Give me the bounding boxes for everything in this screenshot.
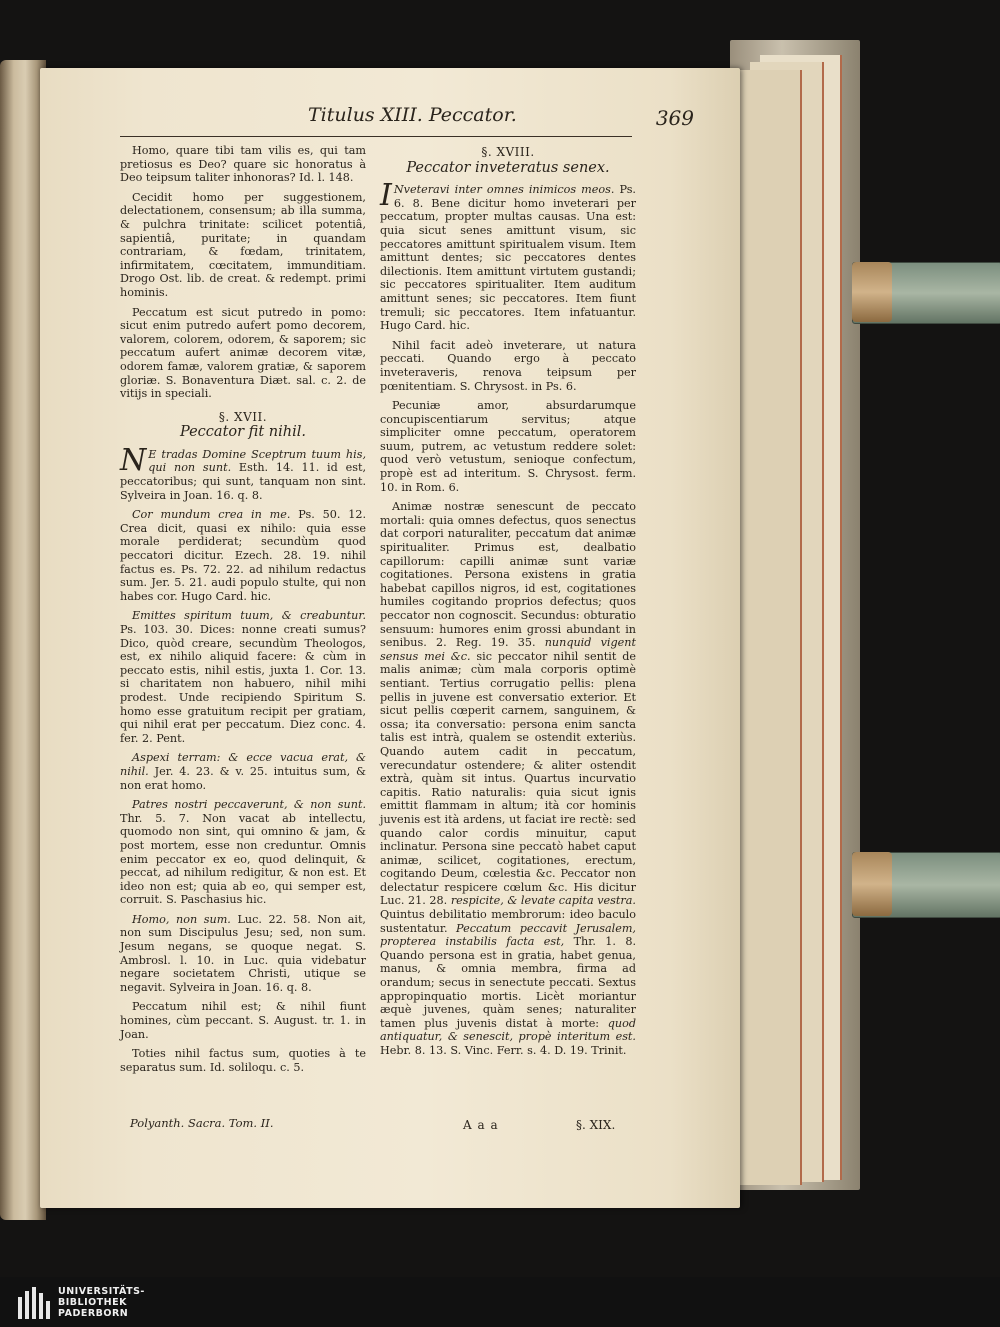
paragraph: Homo, quare tibi tam vilis es, qui tam pretiosus es Deo? quare sic honoratus à Deo teipsum taliter inhonoras? Id. l. 148. [120,144,366,185]
paragraph [120,913,366,995]
book-page [40,68,740,1208]
quotation: Patres nostri peccaverunt, & non sunt. [132,798,366,812]
quotation: respicite, & levate capita vestra. [450,894,636,908]
library-name-line: PADERBORN [58,1308,129,1319]
quotation: Peccatum peccavit Jerusalem, propterea instabilis facta est, [380,921,636,949]
commentary: Jer. 4. 23. & v. 25. intuitus sum, & non erat homo. [120,764,366,792]
paragraph [120,508,366,603]
drop-cap: I [380,178,392,214]
footer-title: Polyanth. Sacra. Tom. II. [130,1116,274,1130]
drop-cap: N [120,442,147,478]
commentary: Ps. 50. 12. Crea dicit, quasi ex nihilo: quia esse morale perdiderat; secundùm quod peccatori dicitur. Ezech. 28. 19. nihil factus es. Ps. 72. 22. ad nihilum redactus sum. Jer. 5. 21. audi populo stulte, qui non habes cor. Hugo Card. hic. [120,508,367,603]
paragraph [380,178,636,333]
section-title: Peccator inveteratus senex. [406,159,610,176]
paragraph [380,500,636,1057]
section-title: Peccator fit nihil. [180,424,306,441]
paragraph: Toties nihil factus sum, quoties à te separatus sum. Id. soliloqu. c. 5. [120,1047,366,1074]
commentary: Ps. 103. 30. Dices: nonne creati sumus? Dico, quòd creare, secundùm Theologos, est, ex nihilo aliquid facere: & cùm in peccato estis, nihil estis, juxta 1. Cor. 13. si charitatem non habuero, nihil mihi prodest. Unde recipiendo Spiritum S. homo esse gratuitum recipit per gratiam, qui nihil erat per peccatum. Diez conc. 4. fer. 2. Pent. [120,623,366,745]
quotation: quod antiquatur, & senescit, propè interitum est. [380,1016,636,1044]
quotation: Cor mundum crea in me. [132,508,291,522]
text-run: Thr. 1. 8. Quando persona est in gratia, habet genua, manus, & omnia membra, firma ad orandum; secus in senectute peccati. Sextus appropinquatio mortis. Licèt moriantur æquè juvenes, quàm senes; naturaliter tamen plus juvenis distat à morte: [380,935,636,1030]
clasp-lower-base [852,852,892,916]
quotation: Aspexi terram: & ecce vacua erat, & nihil. [120,751,366,778]
library-name-line: BIBLIOTHEK [58,1297,127,1308]
page-edge [740,70,802,1185]
paragraph: Nihil facit adeò inveterare, ut natura peccati. Quando ergo à peccato inveteraveris, renova teipsum per pœnitentiam. S. Chrysost. in Ps. 6. [380,338,636,393]
left-column [120,144,366,1080]
paragraph: Peccatum est sicut putredo in pomo: sicut enim putredo aufert pomo decorem, valorem, colorem, odorem, & saporem; sic peccatum aufert animæ decorem vitæ, odorem famæ, valorem gratiæ, & saporem gloriæ. S. Bonaventura Diæt. sal. c. 2. de vitijs in speciali. [120,305,366,401]
clasp-upper-base [852,262,892,322]
right-column [380,144,636,1064]
library-logo-icon [18,1287,52,1319]
running-title: Titulus XIII. Peccator. [308,104,517,126]
library-name-line: UNIVERSITÄTS- [58,1286,145,1297]
section-number: §. XVIII. [481,145,535,159]
text-run: sic peccator nihil sentit de malis animæ; cùm mala corporis optimè sentiant. Tertius corrugatio pellis: plena pellis in juvene est conversatio exterior. Et sicut pellis cœperit carnem, sanguinem, & ossa; ita conversatio: persona enim sancta talis est intrà, qualem se ostendit exteriùs. Quando autem cadit in peccatum, verecundatur ostendere; & aliter ostendit extrà, quàm sit intus. Quartus incurvatio capitis. Ratio naturalis: quia sicut ignis emittit flammam in altum; ità cor hominis juvenis est ità ardens, ut faciat ire rectè: sed quando calor cordis minuitur, caput inclinatur. Persona sine peccatò habet caput animæ, scilicet, cogitationes, erectum, cogitando Deum, cœlestia &c. Peccator non delectatur respicere cœlum &c. His dicitur Luc. 21. 28. [380,649,636,908]
paragraph [120,442,366,502]
library-banner [0,1277,1000,1327]
section-number: §. XVII. [218,409,268,424]
quotation: E tradas Domine Sceptrum tuum his, qui non sunt. [148,447,366,475]
catchword: §. XIX. [576,1118,616,1132]
paragraph: Cecidit homo per suggestionem, delectationem, consensum; ab illa summa, & pulchra trinitate: scilicet potentiâ, sapientiâ, puritate; in quandam contrariam, & fœdam, trinitatem, infirmitatem, cœcitatem, immunditiam. Drogo Ost. lib. de creat. & redempt. primi hominis. [120,190,366,299]
quotation: Homo, non sum. [132,912,231,926]
quotation: Emittes spiritum tuum, & creabuntur. [132,609,366,623]
paragraph: Pecuniæ amor, absurdarumque concupiscentiarum servitus; atque simpliciter omne peccatum, operatorem suum, putrem, ac vetustum reddere solet: quod verò vetustum, senioque confectum, propè est ad interitum. S. Chrysost. ferm. 10. in Rom. 6. [380,399,636,494]
paragraph: Peccatum nihil est; & nihil fiunt homines, cùm peccant. S. August. tr. 1. in Joan. [120,1000,366,1041]
header-rule [120,136,632,137]
text-run: Hebr. 8. 13. S. Vinc. Ferr. s. 4. D. 19. Trinit. [380,1044,627,1057]
paragraph [120,798,366,907]
paragraph [120,751,366,792]
quotation: Nveteravi inter omnes inimicos meos. [393,183,615,197]
commentary: Luc. 22. 58. Non ait, non sum Discipulus Jesu; sed, non sum. Jesum negans, se quoque negat. S. Ambrosl. l. 10. in Luc. quia videbatur negare societatem Christi, utique se negavit. Sylveira in Joan. 16. q. 8. [120,912,366,994]
commentary: Esth. 14. 11. id est, peccatoribus; qui sunt, tanquam non sint. Sylveira in Joan. 16. q. 8. [120,461,366,502]
commentary: Thr. 5. 7. Non vacat ab intellectu, quomodo non sint, qui omnino & jam, & post mortem, esse non creduntur. Omnis enim peccator ex eo, quod delinquit, & peccat, ad nihilum redigitur, & non est. Et ideo non est; quia ab eo, qui semper est, corruit. S. Paschasius hic. [120,811,366,907]
page-number: 369 [655,106,694,130]
library-name [58,1286,145,1319]
text-run: Quintus debilitatio membrorum: ideo baculo sustentatur. [380,908,636,935]
text-run: Animæ nostræ senescunt de peccato mortali: quia omnes defectus, quos senectus dat corpori naturaliter, peccatum dat animæ spiritualiter. Primus est, dealbatio capillorum: capilli animæ sunt variæ cogitationes. Persona existens in gratia habebat capillos nigros, id est, cogitationes humiles cogitando proprios defectus; quos peccator non cognoscit. Secundus: obturatio sensuum: humores enim grossi abundant in senibus. 2. Reg. 19. 35. [380,500,636,650]
commentary: Ps. 6. 8. Bene dicitur homo inveterari per peccatum, propter multas causas. Una est: quia sicut senes amittunt visum, sic peccatores amittunt spiritualem visum. Item amittunt dentes; sic peccatores dentes dilectionis. Item amittunt virtutem gustandi; sic peccatores spiritualiter. Item auditum amittunt senes; sic peccatores. Item fiunt tremuli; sic peccatores. Item infatuantur. Hugo Card. hic. [380,183,636,333]
signature-mark: A a a [463,1118,499,1132]
quotation: nunquid vigent sensus mei &c. [380,636,636,663]
page-content [118,104,694,1168]
paragraph [120,609,366,745]
